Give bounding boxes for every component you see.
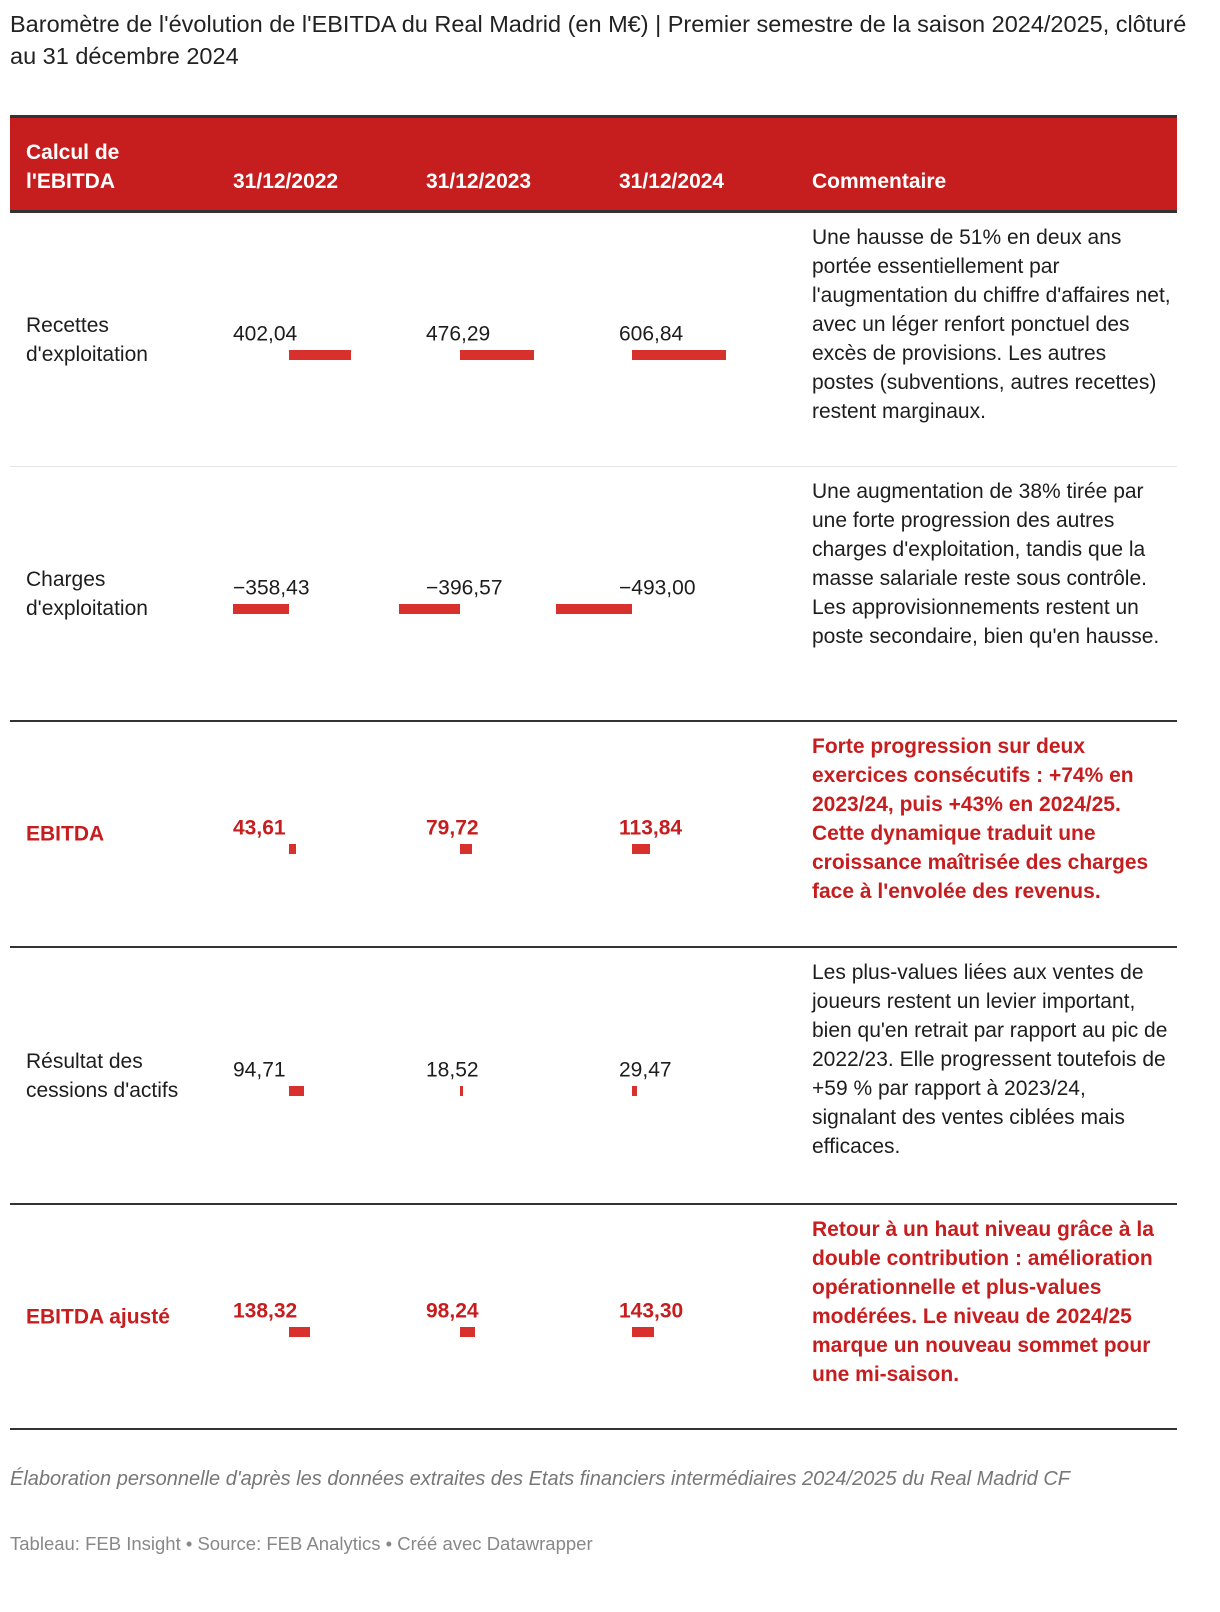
cell-value: 606,84 — [619, 322, 684, 346]
cell-value: 113,84 — [619, 816, 683, 840]
table-row — [10, 948, 1177, 1205]
cell-value: 476,29 — [426, 322, 491, 346]
table-row — [10, 1205, 1177, 1430]
row-label: EBITDA ajusté — [26, 1305, 170, 1328]
value-bar — [632, 1086, 637, 1096]
ebitda-table — [10, 115, 1177, 1430]
value-bar — [399, 604, 460, 614]
cell-value: 18,52 — [426, 1058, 479, 1082]
value-bar — [632, 1327, 654, 1337]
row-comment: Une augmentation de 38% tirée par une forte progression des autres charges d'exploitation, tandis que la masse salariale reste sous contrôle. Les approvisionnements restent un poste secondaire, bien qu'en hausse. — [812, 480, 1160, 648]
cell-value: 43,61 — [233, 816, 286, 840]
value-bar — [460, 350, 534, 360]
header-2023[interactable]: 31/12/2023 — [426, 170, 532, 193]
value-bar — [289, 1086, 304, 1096]
table-header — [10, 115, 1177, 213]
cell-value: −493,00 — [619, 576, 696, 600]
row-comment: Retour à un haut niveau grâce à la double contribution : amélioration opérationnelle et plus-values modérées. Le niveau de 2024/25 marque un nouveau sommet pour une mi-saison. — [812, 1218, 1154, 1386]
cell-value: 79,72 — [426, 816, 479, 840]
cell-value: 94,71 — [233, 1058, 286, 1082]
value-bar — [556, 604, 632, 614]
cell-value: 29,47 — [619, 1058, 672, 1082]
value-bar — [632, 350, 726, 360]
chart-title: Baromètre de l'évolution de l'EBITDA du Real Madrid (en M€) | Premier semestre de la saison 2024/2025, clôturé au 31 décembre 2024 — [10, 11, 1187, 69]
value-bar — [460, 1086, 463, 1096]
value-bar — [632, 844, 650, 854]
table-row — [10, 213, 1177, 467]
value-bar — [460, 1327, 475, 1337]
row-comment: Une hausse de 51% en deux ans portée essentiellement par l'augmentation du chiffre d'affaires net, avec un léger renfort ponctuel des excès de provisions. Les autres postes (subventions, autres recettes) restent marginaux. — [812, 226, 1171, 423]
row-label: EBITDA — [26, 822, 105, 846]
value-bar — [289, 1327, 310, 1337]
credits: Tableau: FEB Insight • Source: FEB Analytics • Créé avec Datawrapper — [10, 1533, 593, 1554]
header-label[interactable]: Calcul de l'EBITDA — [26, 141, 120, 193]
row-label: Charges d'exploitation — [26, 567, 148, 620]
header-2024[interactable]: 31/12/2024 — [619, 170, 725, 193]
cell-value: 402,04 — [233, 322, 298, 346]
row-comment: Forte progression sur deux exercices consécutifs : +74% en 2023/24, puis +43% en 2024/25. Cette dynamique traduit une croissance maîtrisée des charges face à l'envolée des revenus. — [812, 735, 1149, 903]
header-comment[interactable]: Commentaire — [812, 170, 947, 193]
cell-value: −396,57 — [426, 576, 503, 600]
value-bar — [289, 844, 296, 854]
table-row — [10, 722, 1177, 948]
table-row — [10, 467, 1177, 722]
value-bar — [233, 604, 289, 614]
row-label: Résultat des cessions d'actifs — [26, 1049, 179, 1102]
value-bar — [289, 350, 351, 360]
cell-value: 143,30 — [619, 1299, 684, 1323]
cell-value: −358,43 — [233, 576, 310, 600]
value-bar — [460, 844, 472, 854]
header-2022[interactable]: 31/12/2022 — [233, 170, 339, 193]
row-comment: Les plus-values liées aux ventes de joueurs restent un levier important, bien qu'en retrait par rapport au pic de 2022/23. Elle progressent toutefois de +59 % par rapport à 2023/24, signalant des ventes ciblées mais efficaces. — [812, 961, 1168, 1158]
cell-value: 138,32 — [233, 1299, 298, 1323]
cell-value: 98,24 — [426, 1299, 479, 1323]
notes: Élaboration personnelle d'après les données extraites des Etats financiers intermédiaires 2024/2025 du Real Madrid CF — [10, 1468, 1070, 1490]
row-label: Recettes d'exploitation — [26, 313, 148, 366]
